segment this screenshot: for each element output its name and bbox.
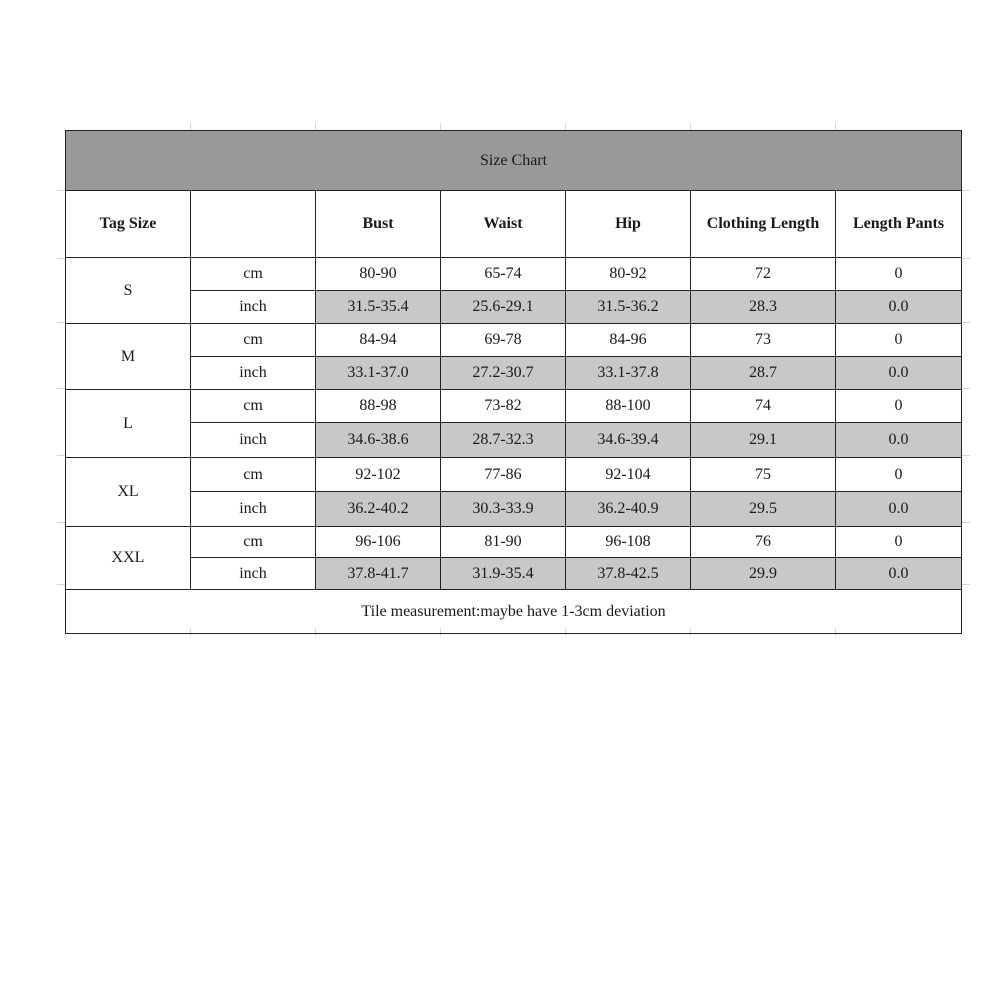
unit-label: inch xyxy=(191,423,316,458)
unit-label: cm xyxy=(191,527,316,558)
hip-value: 34.6-39.4 xyxy=(566,423,691,458)
hip-value: 36.2-40.9 xyxy=(566,492,691,527)
length-pants-value: 0.0 xyxy=(836,558,962,590)
bust-value: 31.5-35.4 xyxy=(316,291,441,324)
bust-value: 80-90 xyxy=(316,258,441,291)
unit-label: inch xyxy=(191,291,316,324)
bust-value: 34.6-38.6 xyxy=(316,423,441,458)
waist-value: 28.7-32.3 xyxy=(441,423,566,458)
hip-value: 37.8-42.5 xyxy=(566,558,691,590)
size-label: XXL xyxy=(66,527,191,590)
length-pants-value: 0 xyxy=(836,390,962,423)
table-row xyxy=(66,527,962,558)
size-label: XL xyxy=(66,458,191,527)
note-row xyxy=(66,590,962,634)
bust-value: 84-94 xyxy=(316,324,441,357)
size-chart-table xyxy=(65,130,962,634)
clothing-length-value: 28.7 xyxy=(691,357,836,390)
table-row xyxy=(66,458,962,492)
length-pants-value: 0 xyxy=(836,324,962,357)
bust-value: 33.1-37.0 xyxy=(316,357,441,390)
chart-title: Size Chart xyxy=(66,131,962,191)
length-pants-value: 0 xyxy=(836,527,962,558)
waist-value: 81-90 xyxy=(441,527,566,558)
header-hip: Hip xyxy=(566,191,691,258)
length-pants-value: 0.0 xyxy=(836,492,962,527)
header-waist: Waist xyxy=(441,191,566,258)
clothing-length-value: 76 xyxy=(691,527,836,558)
hip-value: 92-104 xyxy=(566,458,691,492)
bust-value: 92-102 xyxy=(316,458,441,492)
unit-label: cm xyxy=(191,458,316,492)
unit-label: inch xyxy=(191,558,316,590)
header-length-pants: Length Pants xyxy=(836,191,962,258)
waist-value: 27.2-30.7 xyxy=(441,357,566,390)
header-row xyxy=(66,191,962,258)
header-bust: Bust xyxy=(316,191,441,258)
waist-value: 31.9-35.4 xyxy=(441,558,566,590)
table-row xyxy=(66,324,962,357)
hip-value: 33.1-37.8 xyxy=(566,357,691,390)
clothing-length-value: 74 xyxy=(691,390,836,423)
size-label: L xyxy=(66,390,191,458)
unit-label: cm xyxy=(191,390,316,423)
hip-value: 31.5-36.2 xyxy=(566,291,691,324)
table-row xyxy=(66,492,962,527)
header-tag-size: Tag Size xyxy=(66,191,191,258)
bust-value: 36.2-40.2 xyxy=(316,492,441,527)
clothing-length-value: 29.5 xyxy=(691,492,836,527)
clothing-length-value: 29.9 xyxy=(691,558,836,590)
clothing-length-value: 73 xyxy=(691,324,836,357)
hip-value: 96-108 xyxy=(566,527,691,558)
waist-value: 65-74 xyxy=(441,258,566,291)
header-clothing-length: Clothing Length xyxy=(691,191,836,258)
length-pants-value: 0 xyxy=(836,258,962,291)
waist-value: 69-78 xyxy=(441,324,566,357)
waist-value: 30.3-33.9 xyxy=(441,492,566,527)
length-pants-value: 0.0 xyxy=(836,357,962,390)
bust-value: 96-106 xyxy=(316,527,441,558)
waist-value: 73-82 xyxy=(441,390,566,423)
unit-label: inch xyxy=(191,492,316,527)
bust-value: 88-98 xyxy=(316,390,441,423)
clothing-length-value: 28.3 xyxy=(691,291,836,324)
hip-value: 84-96 xyxy=(566,324,691,357)
header-unit xyxy=(191,191,316,258)
table-row xyxy=(66,390,962,423)
size-label: S xyxy=(66,258,191,324)
length-pants-value: 0.0 xyxy=(836,291,962,324)
table-row xyxy=(66,423,962,458)
unit-label: cm xyxy=(191,258,316,291)
clothing-length-value: 72 xyxy=(691,258,836,291)
table-row xyxy=(66,258,962,291)
unit-label: cm xyxy=(191,324,316,357)
table-row xyxy=(66,291,962,324)
waist-value: 25.6-29.1 xyxy=(441,291,566,324)
clothing-length-value: 29.1 xyxy=(691,423,836,458)
measurement-note: Tile measurement:maybe have 1-3cm deviation xyxy=(66,590,962,634)
unit-label: inch xyxy=(191,357,316,390)
table-row xyxy=(66,357,962,390)
bust-value: 37.8-41.7 xyxy=(316,558,441,590)
length-pants-value: 0 xyxy=(836,458,962,492)
hip-value: 88-100 xyxy=(566,390,691,423)
size-label: M xyxy=(66,324,191,390)
clothing-length-value: 75 xyxy=(691,458,836,492)
waist-value: 77-86 xyxy=(441,458,566,492)
length-pants-value: 0.0 xyxy=(836,423,962,458)
hip-value: 80-92 xyxy=(566,258,691,291)
table-row xyxy=(66,558,962,590)
